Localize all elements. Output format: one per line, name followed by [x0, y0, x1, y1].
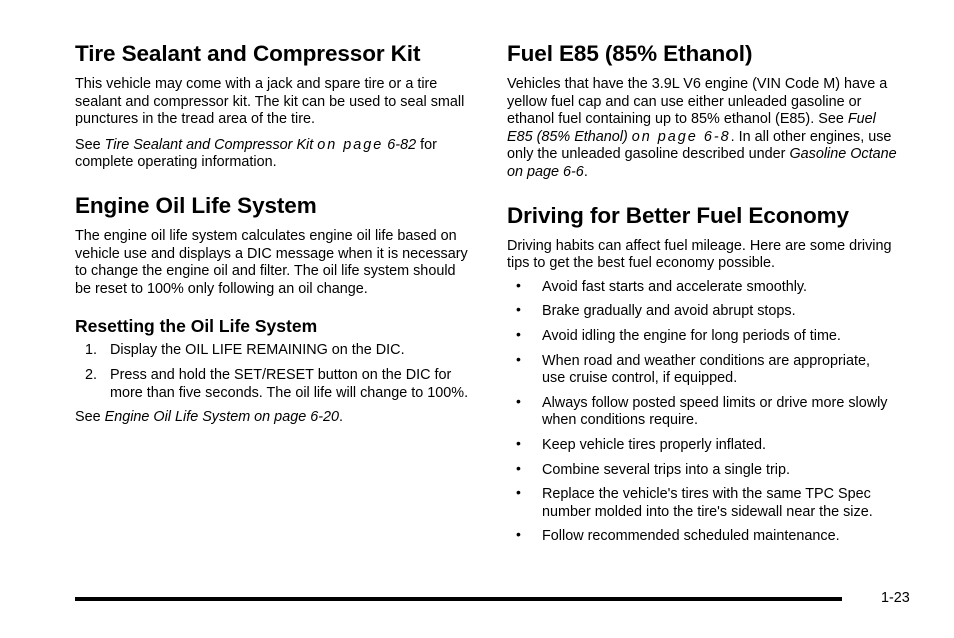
list-item [507, 434, 897, 455]
step-text: Display the OIL LIFE REMAINING on the DIC. [110, 342, 405, 359]
fuel-text-a: Vehicles that have the 3.9L V6 engine (VIN Code M) have a yellow fuel cap and can use either unleaded gasoline or ethanol fuel containing up to 85% ethanol (E85). See [507, 76, 888, 128]
fuel-e85-ref-link[interactable]: Fuel E85 (85% Ethanol) [507, 111, 876, 145]
tire-sealant-ref-page[interactable]: 6-82 [387, 136, 417, 153]
list-item [75, 342, 475, 360]
tip-text: Avoid idling the engine for long periods of time. [542, 327, 841, 344]
see-suffix: . [339, 409, 343, 426]
tire-sealant-heading: Tire Sealant and Compressor Kit [75, 41, 421, 66]
fuel-economy-tips-list [507, 276, 897, 546]
page-number: 1-23 [881, 590, 910, 606]
fuel-text-b: . In all other engines, use only the unleaded gasoline described under [507, 128, 892, 163]
see-suffix: for complete operating information. [75, 136, 437, 171]
right-column [507, 40, 897, 553]
fuel-e85-heading: Fuel E85 (85% Ethanol) [507, 41, 753, 66]
tire-sealant-ref-on: on page [317, 136, 384, 153]
list-item [507, 276, 897, 297]
reset-steps-list [75, 342, 475, 402]
tip-text: Brake gradually and avoid abrupt stops. [542, 303, 796, 320]
bullet-icon: • [516, 392, 521, 409]
bullet-icon: • [516, 350, 521, 367]
fuel-e85-paragraph [507, 76, 897, 182]
engine-oil-heading: Engine Oil Life System [75, 192, 317, 218]
tip-text: Always follow posted speed limits or drive more slowly when conditions require. [542, 394, 888, 429]
tire-sealant-see-reference [75, 137, 475, 172]
tire-sealant-ref-link[interactable]: Tire Sealant and Compressor Kit [104, 136, 314, 153]
list-item [507, 350, 897, 388]
footer-rule [75, 597, 842, 601]
bullet-icon: • [516, 526, 521, 543]
resetting-oil-heading: Resetting the Oil Life System [75, 316, 318, 337]
list-item [507, 392, 897, 430]
tip-text: Keep vehicle tires properly inflated. [542, 436, 766, 453]
list-item [75, 367, 475, 402]
list-item [507, 303, 897, 321]
tip-text: Follow recommended scheduled maintenance. [542, 528, 840, 545]
engine-oil-paragraph: The engine oil life system calculates engine oil life based on vehicle use and displays a DIC message when it is necessary to change the engine oil and filter. The oil life system should be reset to 100% only following an oil change. [75, 227, 468, 297]
left-column [75, 40, 475, 427]
step-text: Press and hold the SET/RESET button on the DIC for more than five seconds. The oil life will change to 100%. [110, 366, 469, 401]
list-item [507, 325, 897, 346]
list-item [507, 528, 897, 546]
tire-sealant-paragraph: This vehicle may come with a jack and spare tire or a tire sealant and compressor kit. The kit can be used to seal small punctures in the tread area of the tire. [75, 76, 465, 128]
see-prefix: See [75, 136, 105, 153]
tip-text: Avoid fast starts and accelerate smoothly. [542, 278, 808, 295]
list-item [507, 459, 897, 480]
tip-text: Combine several trips into a single trip. [542, 461, 790, 478]
bullet-icon: • [516, 325, 521, 342]
engine-oil-see-reference [75, 409, 475, 427]
fuel-economy-heading: Driving for Better Fuel Economy [507, 202, 849, 228]
engine-oil-ref-link[interactable]: Engine Oil Life System on page 6-20 [104, 409, 339, 426]
fuel-text-c: . [583, 163, 588, 180]
gasoline-octane-ref-link[interactable]: Gasoline Octane on page 6-6 [507, 146, 897, 180]
tip-text: Replace the vehicle's tires with the same TPC Spec number molded into the tire's sidewall near the size. [542, 486, 873, 520]
bullet-icon: • [516, 434, 521, 451]
see-prefix: See [75, 409, 105, 426]
tip-text: When road and weather conditions are appropriate, use cruise control, if equipped. [542, 352, 870, 387]
step-number: 1. [85, 342, 98, 359]
list-item [507, 486, 897, 521]
bullet-icon: • [516, 484, 521, 501]
bullet-icon: • [516, 459, 521, 476]
fuel-e85-ref-page[interactable]: on page 6-8 [631, 128, 731, 145]
bullet-icon: • [516, 301, 521, 318]
fuel-economy-paragraph: Driving habits can affect fuel mileage. Here are some driving tips to get the best fuel economy possible. [507, 237, 892, 272]
bullet-icon: • [516, 276, 521, 293]
step-number: 2. [85, 366, 98, 383]
